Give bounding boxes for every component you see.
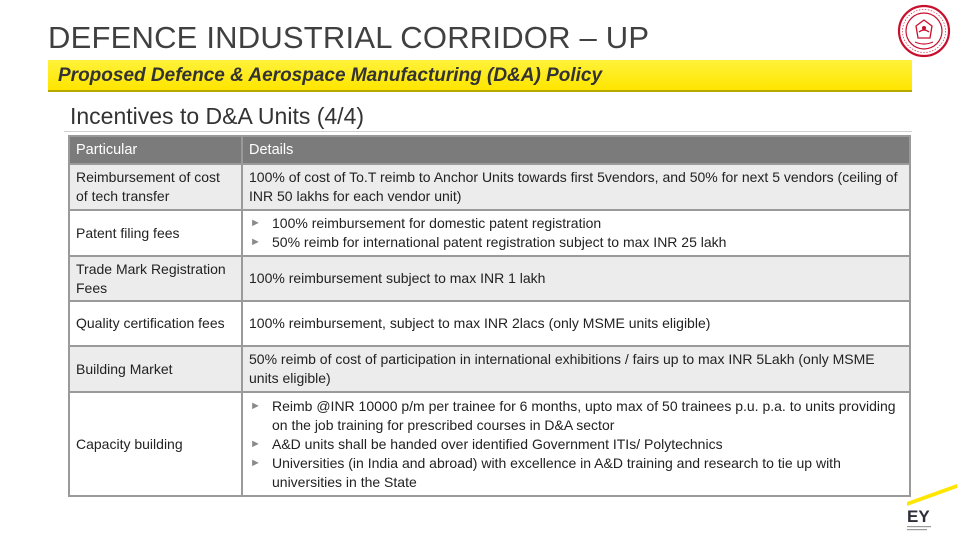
header-details: Details — [242, 136, 910, 164]
row-particular: Building Market — [69, 346, 242, 392]
bullet-item: ► Reimb @INR 10000 p/m per trainee for 6 months, upto max of 50 trainees p.u. p.a. to units providing on the job training for prescribed courses in D&A sector — [249, 397, 903, 435]
row-details — [242, 210, 910, 256]
row-details: 50% reimb of cost of participation in international exhibitions / fairs up to max INR 5Lakh (only MSME units eligible) — [242, 346, 910, 392]
policy-banner-text: Proposed Defence & Aerospace Manufacturing (D&A) Policy — [58, 65, 603, 86]
bullet-item: ► 50% reimb for international patent registration subject to max INR 25 lakh — [249, 233, 903, 252]
table-row — [69, 210, 910, 256]
header-particular: Particular — [69, 136, 242, 164]
table-header-row — [69, 136, 910, 164]
row-particular: Trade Mark Registration Fees — [69, 256, 242, 301]
table-row — [69, 392, 910, 496]
bullet-list — [249, 397, 903, 492]
row-particular: Reimbursement of cost of tech transfer — [69, 164, 242, 210]
row-details — [242, 392, 910, 496]
table-row — [69, 301, 910, 346]
slide-title: DEFENCE INDUSTRIAL CORRIDOR – UP — [48, 20, 650, 55]
incentives-table — [68, 135, 911, 497]
subtitle-divider — [64, 131, 912, 132]
bullet-item: ► 100% reimbursement for domestic patent registration — [249, 214, 903, 233]
table-row — [69, 346, 910, 392]
bullet-item: ► Universities (in India and abroad) with excellence in A&D training and research to tie up with universities in the State — [249, 454, 903, 492]
bullet-list — [249, 214, 903, 252]
section-subtitle: Incentives to D&A Units (4/4) — [70, 103, 365, 129]
table-row — [69, 256, 910, 301]
row-details: 100% reimbursement, subject to max INR 2lacs (only MSME units eligible) — [242, 301, 910, 346]
ey-logo-icon — [899, 478, 961, 540]
row-particular: Quality certification fees — [69, 301, 242, 346]
up-government-seal-icon — [897, 4, 951, 58]
row-details: 100% reimbursement subject to max INR 1 lakh — [242, 256, 910, 301]
policy-banner — [48, 60, 912, 92]
table-row — [69, 164, 910, 210]
bullet-item: ► A&D units shall be handed over identified Government ITIs/ Polytechnics — [249, 435, 903, 454]
row-particular: Patent filing fees — [69, 210, 242, 256]
row-particular: Capacity building — [69, 392, 242, 496]
row-details: 100% of cost of To.T reimb to Anchor Units towards first 5vendors, and 50% for next 5 vendors (ceiling of INR 50 lakhs for each vendor unit) — [242, 164, 910, 210]
svg-text:EY: EY — [907, 507, 930, 526]
